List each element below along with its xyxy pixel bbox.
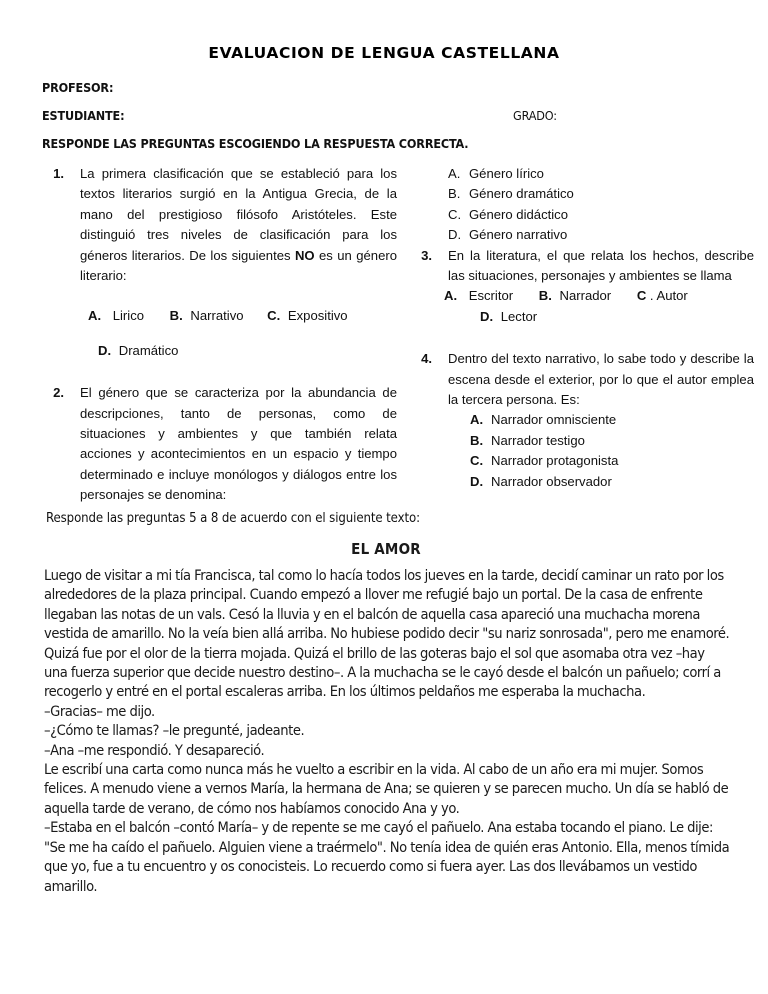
reading-instruction: Responde las preguntas 5 a 8 de acuerdo con el siguiente texto: xyxy=(46,511,420,526)
story-paragraph: –¿Cómo te llamas? –le pregunté, jadeante. xyxy=(44,722,305,740)
story-title: EL AMOR xyxy=(351,540,421,558)
question-2-text: El género que se caracteriza por la abundancia de descripciones, tanto de personas, como de situaciones y ambientes y que también relata acciones y acontecimientos en un espacio y tiempo determinado e incluye monólogos y diálogos entre los personajes se denomina: xyxy=(80,385,397,503)
label-profesor: PROFESOR: xyxy=(42,80,114,95)
question-1-number: 1. xyxy=(53,166,64,181)
question-2-options xyxy=(448,164,754,246)
list-item[interactable] xyxy=(448,164,754,184)
list-item[interactable] xyxy=(470,472,754,492)
question-2-number: 2. xyxy=(53,385,64,401)
story-paragraph: –Gracias– me dijo. xyxy=(44,702,155,720)
list-item[interactable] xyxy=(470,410,754,430)
question-1-text-part2: es un género literario: xyxy=(80,247,398,284)
question-1-options-row2 xyxy=(98,341,397,361)
questions-column-left xyxy=(42,164,397,506)
option-text-c[interactable]: Expositivo xyxy=(287,308,348,324)
question-2 xyxy=(42,383,397,505)
option-text-b[interactable]: Narrativo xyxy=(190,308,244,324)
question-4-text: Dentro del texto narrativo, lo sabe todo y describe la escena desde el exterior, por lo que el autor emplea la tercera persona. Es: xyxy=(448,351,754,408)
questions-column-right xyxy=(414,164,754,492)
option-text-a: Narrador omnisciente xyxy=(491,412,617,428)
option-letter-b[interactable]: B. xyxy=(538,288,552,304)
option-letter-b: B. xyxy=(448,186,461,202)
question-1-options-row1 xyxy=(88,306,397,326)
option-letter-c[interactable]: C xyxy=(636,288,647,304)
list-item[interactable] xyxy=(448,225,754,245)
story-paragraph: Le escribí una carta como nunca más he vuelto a escribir en la vida. Al cabo de un año era mi mujer. Somos felices. A menudo viene a vernos María, la hermana de Ana; se quieren y se parecen mucho. Un día se habló de aquella tarde de verano, de cómo nos habíamos conocido Ana y yo. xyxy=(44,761,729,817)
question-4-options xyxy=(470,410,754,492)
story-body xyxy=(44,566,730,896)
label-grado: GRADO: xyxy=(513,108,557,123)
option-text-c[interactable]: . Autor xyxy=(649,288,688,304)
question-3-options-row1 xyxy=(444,286,754,306)
option-text-b: Género dramático xyxy=(469,186,574,202)
option-text-b[interactable]: Narrador xyxy=(559,288,612,304)
option-letter-b[interactable]: B. xyxy=(169,308,183,324)
question-4 xyxy=(414,349,754,410)
question-3-options-row2 xyxy=(480,307,754,327)
option-text-d: Narrador observador xyxy=(491,473,612,489)
list-item[interactable] xyxy=(470,431,754,451)
question-1-bold-word: NO xyxy=(294,247,315,263)
question-1-text xyxy=(80,164,397,286)
instruction-text: RESPONDE LAS PREGUNTAS ESCOGIENDO LA RESPUESTA CORRECTA. xyxy=(42,136,469,151)
list-item[interactable] xyxy=(470,451,754,471)
question-3 xyxy=(414,246,754,287)
option-letter-d: D. xyxy=(448,227,462,243)
question-3-number: 3. xyxy=(421,247,432,263)
option-text-b: Narrador testigo xyxy=(491,432,585,448)
option-text-c: Narrador protagonista xyxy=(491,453,619,469)
option-text-a[interactable]: Lirico xyxy=(112,308,145,324)
label-estudiante: ESTUDIANTE: xyxy=(42,108,125,123)
option-letter-a: A. xyxy=(470,412,484,428)
option-letter-b: B. xyxy=(470,432,484,448)
option-text-a: Género lírico xyxy=(469,166,544,181)
question-1-text-part1: La primera clasificación que se estableció para los textos literarios surgió en la Antigua Grecia, de la mano del prestigioso filósofo Aristóteles. Este distinguió tres niveles de clasificación para los géneros literarios. De los siguientes xyxy=(80,166,397,263)
option-text-a[interactable]: Escritor xyxy=(468,288,514,304)
option-letter-d[interactable]: D. xyxy=(480,308,494,324)
option-text-d[interactable]: Lector xyxy=(500,308,538,324)
option-letter-d: D. xyxy=(470,473,484,489)
option-text-d: Género narrativo xyxy=(469,227,568,243)
list-item[interactable] xyxy=(448,205,754,225)
story-paragraph: –Estaba en el balcón –contó María– y de repente se me cayó el pañuelo. Ana estaba tocando el piano. Le dije: "Se me ha caído el pañuelo. Alguien viene a traérmelo". No tenía idea de quién eras Antonio. Ella, menos tímida que yo, fue a tu encuentro y os conocisteis. Lo recuerdo como si fuera ayer. Las dos llevábamos un vestido amarillo. xyxy=(44,819,730,895)
option-text-c: Género didáctico xyxy=(469,206,568,222)
option-letter-c[interactable]: C. xyxy=(267,308,281,324)
story-paragraph: Luego de visitar a mi tía Francisca, tal como lo hacía todos los jueves en la tarde, decidí caminar un rato por los alrededores de la plaza principal. Cuando empezó a llover me refugié bajo un portal. De la casa de enfrente llegaban las notas de un vals. Cesó la lluvia y en el balcón de aquella casa apareció una muchacha morena vestida de amarillo. No la veía bien allá arriba. No hubiese podido decir "su nariz sonrosada", pero me enamoré. Quizá fue por el olor de la tierra mojada. Quizá el brillo de las goteras bajo el sol que asomaba otra vez –hay una fuerza superior que decide nuestro destino–. A la muchacha se le cayó desde el balcón un pañuelo; corrí a recogerlo y entré en el portal escaleras arriba. En los últimos peldaños me esperaba la muchacha. xyxy=(44,567,730,701)
option-letter-a[interactable]: A. xyxy=(88,308,102,324)
list-item[interactable] xyxy=(448,184,754,204)
question-3-text: En la literatura, el que relata los hechos, describe las situaciones, personajes y ambientes se llama xyxy=(448,247,754,284)
option-text-d[interactable]: Dramático xyxy=(118,342,179,358)
option-letter-c: C. xyxy=(448,206,462,222)
option-letter-a: A. xyxy=(448,166,461,181)
option-letter-c: C. xyxy=(470,453,484,469)
option-letter-d[interactable]: D. xyxy=(98,342,112,358)
question-1 xyxy=(42,164,397,286)
page-title: EVALUACION DE LENGUA CASTELLANA xyxy=(208,44,560,62)
option-letter-a[interactable]: A. xyxy=(444,288,458,304)
story-paragraph: –Ana –me respondió. Y desapareció. xyxy=(44,741,265,759)
question-4-number: 4. xyxy=(421,351,432,367)
